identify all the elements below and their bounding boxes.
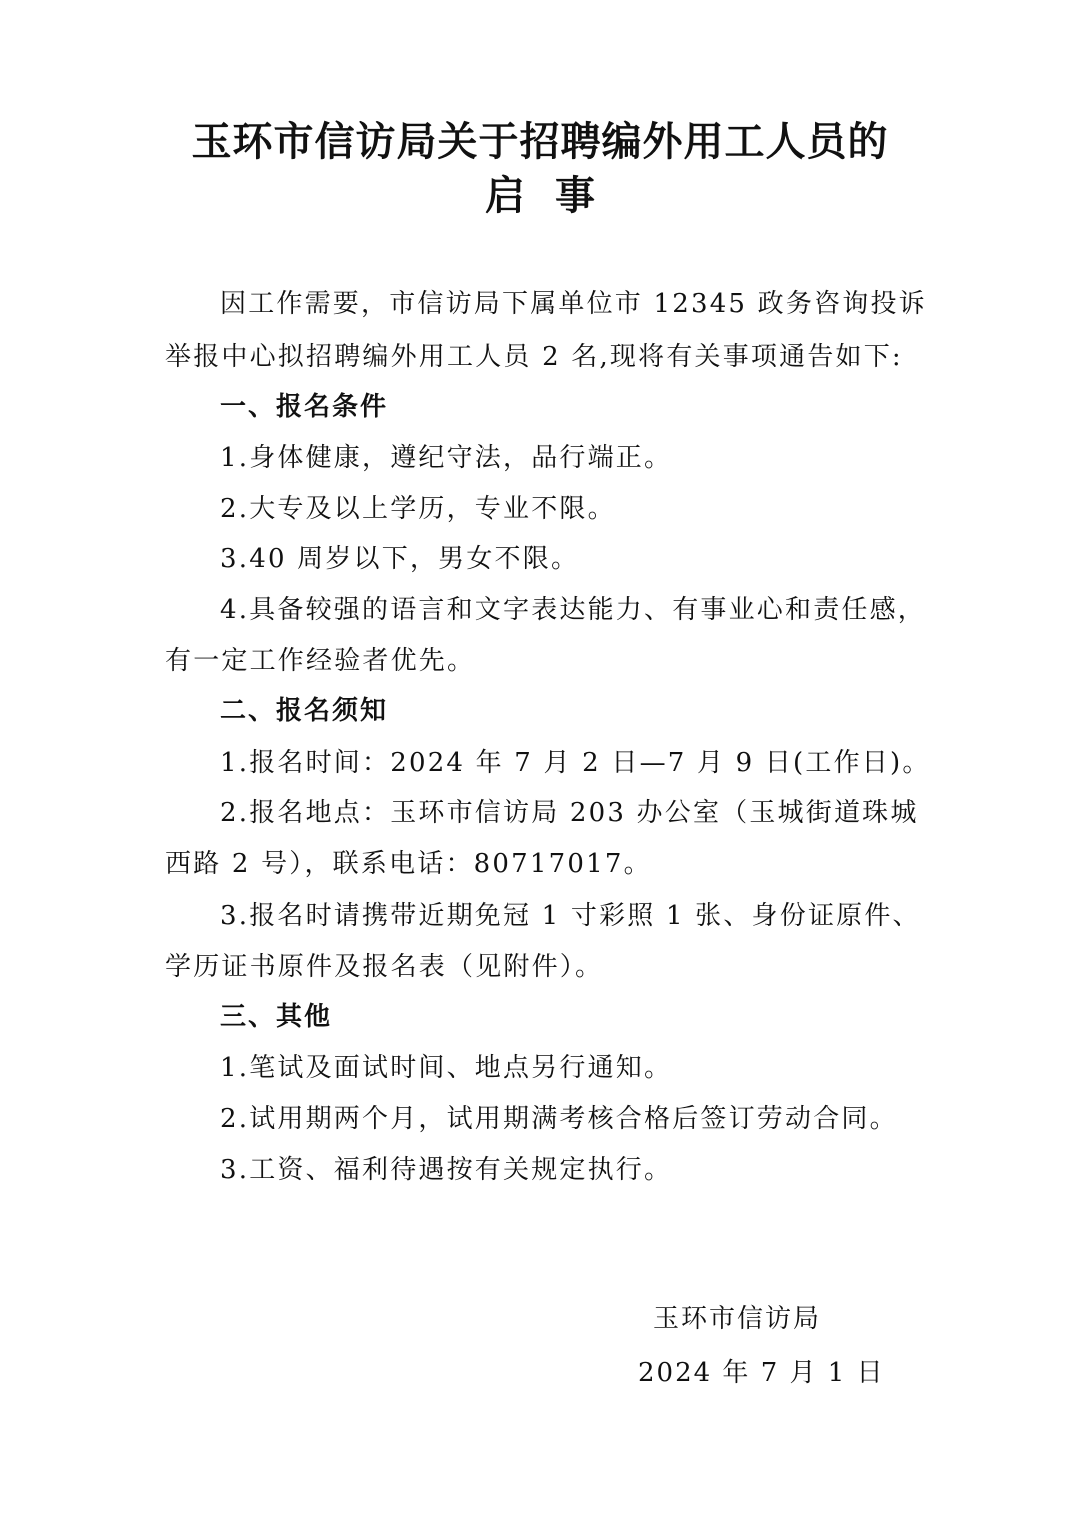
section1-item2: 2.大专及以上学历，专业不限。: [220, 494, 616, 524]
section3-item2: 2.试用期两个月，试用期满考核合格后签订劳动合同。: [220, 1104, 898, 1134]
document-title-line1: 玉环市信访局关于招聘编外用工人员的: [191, 119, 889, 165]
section2-item3-line2: 学历证书原件及报名表（见附件）。: [165, 952, 604, 982]
section1-heading: 一、报名条件: [220, 392, 389, 422]
section2-item3-line1: 3.报名时请携带近期免冠 1 寸彩照 1 张、身份证原件、: [220, 901, 921, 931]
signature-organization: 玉环市信访局: [653, 1304, 822, 1334]
section1-item1: 1.身体健康，遵纪守法，品行端正。: [220, 443, 673, 473]
section2-item1: 1.报名时间：2024 年 7 月 2 日—7 月 9 日(工作日)。: [220, 748, 931, 778]
intro-line2: 举报中心拟招聘编外用工人员 2 名,现将有关事项通告如下:: [165, 342, 903, 372]
section2-item2-line2: 西路 2 号），联系电话：80717017。: [165, 849, 652, 879]
signature-date: 2024 年 7 月 1 日: [638, 1358, 885, 1388]
section3-heading: 三、其他: [220, 1002, 333, 1032]
section3-item3: 3.工资、福利待遇按有关规定执行。: [220, 1155, 673, 1185]
section2-item2-line1: 2.报名地点：玉环市信访局 203 办公室（玉城街道珠城: [220, 798, 919, 828]
intro-line1: 因工作需要，市信访局下属单位市 12345 政务咨询投诉: [220, 289, 927, 319]
document-title-line2: 启事: [485, 173, 625, 219]
section2-heading: 二、报名须知: [220, 696, 389, 726]
section1-item3: 3.40 周岁以下，男女不限。: [220, 544, 580, 574]
section1-item4-line1: 4.具备较强的语言和文字表达能力、有事业心和责任感，: [220, 595, 927, 625]
section3-item1: 1.笔试及面试时间、地点另行通知。: [220, 1053, 673, 1083]
section1-item4-line2: 有一定工作经验者优先。: [165, 646, 476, 676]
